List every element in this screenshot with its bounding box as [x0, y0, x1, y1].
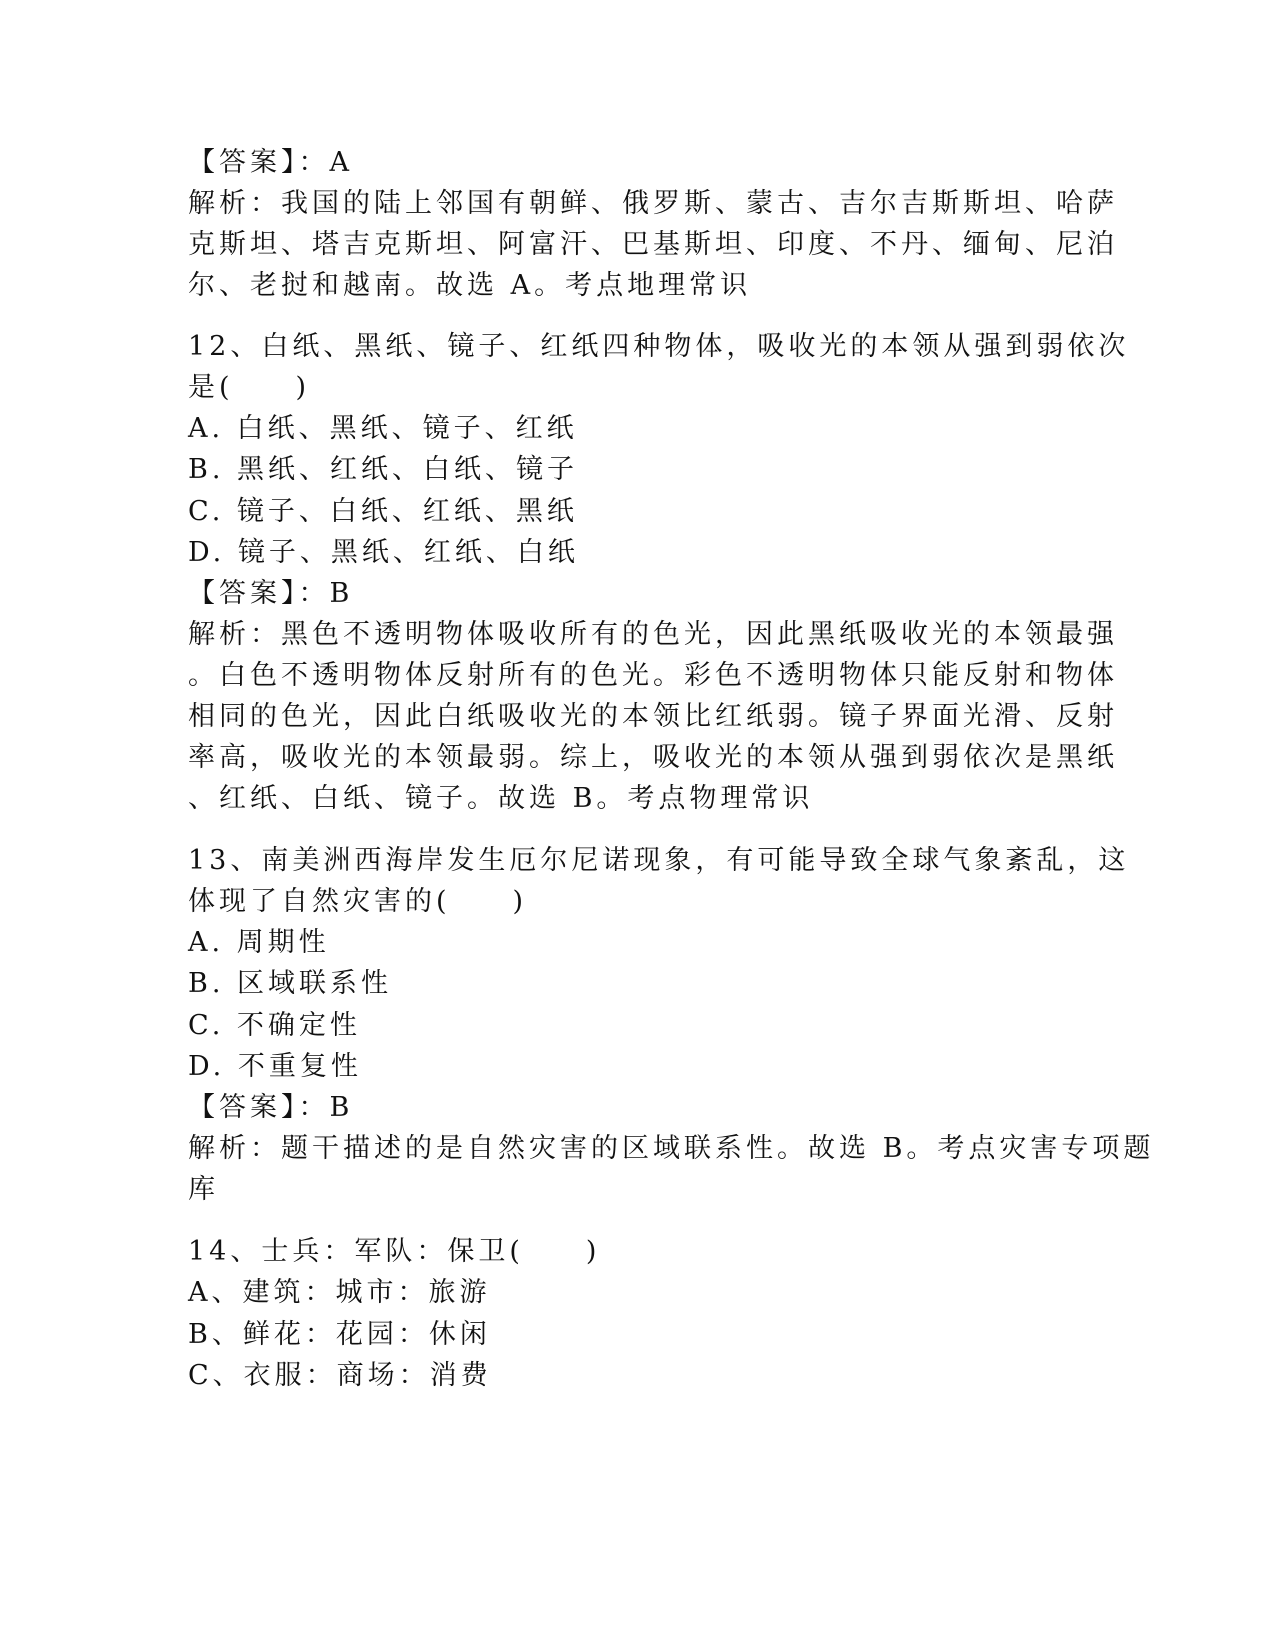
q12-analysis-line-5: 、红纸、白纸、镜子。故选 B。考点物理常识: [188, 783, 814, 814]
q13-analysis-line-1: 解析：题干描述的是自然灾害的区域联系性。故选 B。考点灾害专项题: [188, 1133, 1155, 1164]
q12-analysis-line-4: 率高，吸收光的本领最弱。综上，吸收光的本领从强到弱依次是黑纸: [188, 742, 1118, 773]
q12-option-a: A. 白纸、黑纸、镜子、红纸: [188, 413, 578, 444]
q12-answer: 【答案】：B: [188, 578, 354, 609]
q12-stem-line-1: 12、白纸、黑纸、镜子、红纸四种物体，吸收光的本领从强到弱依次: [188, 331, 1130, 362]
q12-analysis-line-1: 解析：黑色不透明物体吸收所有的色光，因此黑纸吸收光的本领最强: [188, 619, 1118, 650]
q12-analysis-line-2: 。白色不透明物体反射所有的色光。彩色不透明物体只能反射和物体: [188, 660, 1118, 691]
q12-stem-line-2: 是( ): [188, 372, 311, 403]
q14-stem: 14、士兵：军队：保卫( ): [188, 1236, 601, 1267]
q12-analysis-line-3: 相同的色光，因此白纸吸收光的本领比红纸弱。镜子界面光滑、反射: [188, 701, 1118, 732]
q12-option-c: C. 镜子、白纸、红纸、黑纸: [188, 496, 578, 527]
q13-option-b: B. 区域联系性: [188, 968, 393, 999]
q13-stem-line-1: 13、南美洲西海岸发生厄尔尼诺现象，有可能导致全球气象紊乱，这: [188, 845, 1130, 876]
q13-stem-line-2: 体现了自然灾害的( ): [188, 886, 528, 917]
q12-option-b: B. 黑纸、红纸、白纸、镜子: [188, 454, 579, 485]
q11-analysis-line-1: 解析：我国的陆上邻国有朝鲜、俄罗斯、蒙古、吉尔吉斯斯坦、哈萨: [188, 188, 1118, 219]
q13-answer: 【答案】：B: [188, 1092, 354, 1123]
q13-option-a: A. 周期性: [188, 927, 330, 958]
q11-answer: 【答案】：A: [188, 147, 353, 178]
q14-option-b: B、鲜花：花园：休闲: [188, 1319, 491, 1350]
q11-analysis-line-2: 克斯坦、塔吉克斯坦、阿富汗、巴基斯坦、印度、不丹、缅甸、尼泊: [188, 229, 1118, 260]
q13-analysis-line-2: 库: [188, 1174, 219, 1205]
q13-option-c: C. 不确定性: [188, 1010, 361, 1041]
q14-option-c: C、衣服：商场：消费: [188, 1360, 492, 1391]
q13-option-d: D. 不重复性: [188, 1051, 362, 1082]
q12-option-d: D. 镜子、黑纸、红纸、白纸: [188, 537, 579, 568]
q14-option-a: A、建筑：城市：旅游: [188, 1277, 491, 1308]
q11-analysis-line-3: 尔、老挝和越南。故选 A。考点地理常识: [188, 270, 752, 301]
